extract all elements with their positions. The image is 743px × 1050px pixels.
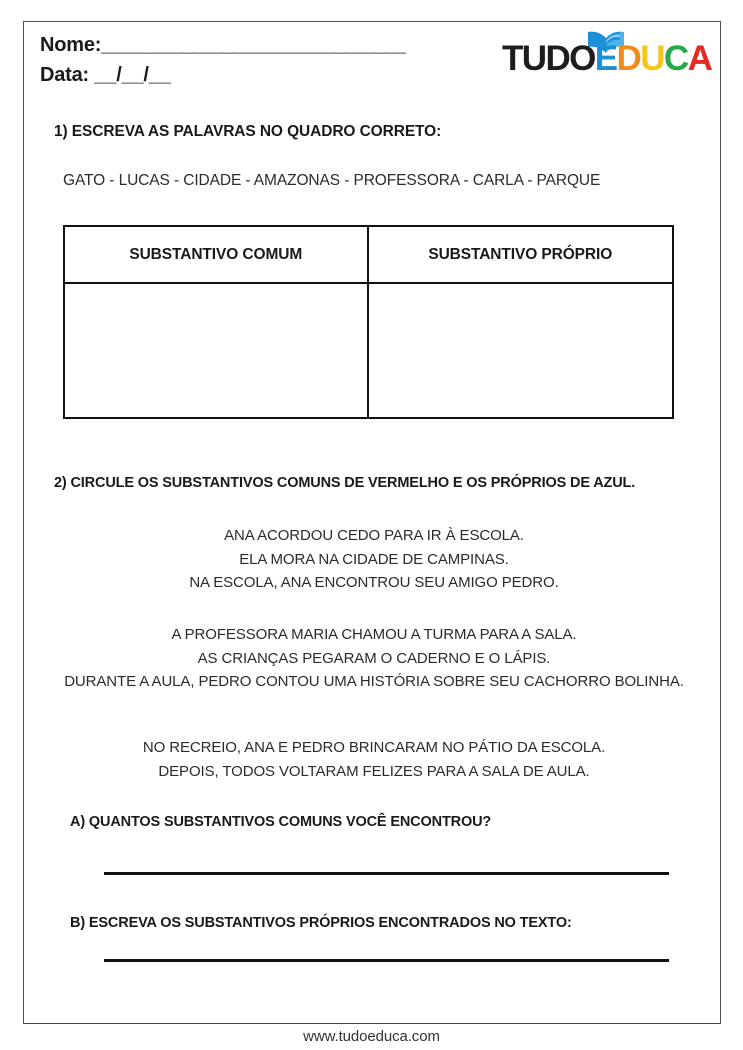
question-1-word-bank: GATO - LUCAS - CIDADE - AMAZONAS - PROFESSORA - CARLA - PARQUE bbox=[63, 172, 601, 189]
question-2b-answer-line[interactable] bbox=[104, 959, 669, 962]
question-2b-prompt: B) ESCREVA OS SUBSTANTIVOS PRÓPRIOS ENCONTRADOS NO TEXTO: bbox=[70, 915, 572, 931]
logo-wordmark bbox=[502, 40, 711, 78]
question-2-passage-2: A PROFESSORA MARIA CHAMOU A TURMA PARA A SALA. AS CRIANÇAS PEGARAM O CADERNO E O LÁPIS. DURANTE A AULA, PEDRO CONTOU UMA HISTÓRIA SOBRE SEU CACHORRO BOLINHA. bbox=[64, 626, 684, 690]
logo-text-c: C bbox=[663, 39, 688, 78]
name-label: Nome: bbox=[40, 34, 102, 56]
worksheet-page bbox=[23, 21, 721, 1024]
logo-text-u: U bbox=[640, 39, 664, 78]
logo-text-tudo: TUDO bbox=[502, 39, 595, 78]
logo-text-e: E bbox=[594, 39, 617, 78]
question-2-title: 2) CIRCULE OS SUBSTANTIVOS COMUNS DE VERMELHO E OS PRÓPRIOS DE AZUL. bbox=[54, 475, 636, 491]
table-cell-common-noun-answer[interactable] bbox=[65, 284, 369, 417]
name-blank-line: ______________________________ bbox=[101, 34, 405, 56]
footer-website: www.tudoeduca.com bbox=[303, 1028, 440, 1045]
table-cell-proper-noun-answer[interactable] bbox=[369, 284, 673, 417]
question-2a-prompt: A) QUANTOS SUBSTANTIVOS COMUNS VOCÊ ENCONTROU? bbox=[70, 814, 492, 830]
logo-text-d: D bbox=[616, 39, 641, 78]
question-2a-answer-line[interactable] bbox=[104, 872, 669, 875]
table-header-common-noun-label: SUBSTANTIVO COMUM bbox=[129, 245, 303, 263]
table-header-proper-noun-label: SUBSTANTIVO PRÓPRIO bbox=[428, 245, 613, 263]
table-row bbox=[65, 284, 672, 417]
question-2-passage-3: NO RECREIO, ANA E PEDRO BRINCARAM NO PÁTIO DA ESCOLA. DEPOIS, TODOS VOLTARAM FELIZES PARA A SALA DE AULA. bbox=[142, 739, 606, 780]
noun-classification-table bbox=[63, 225, 674, 419]
table-header-row bbox=[65, 227, 672, 284]
table-header-common-noun bbox=[65, 227, 369, 282]
student-name-field[interactable] bbox=[40, 34, 405, 57]
question-2-passage-1: ANA ACORDOU CEDO PARA IR À ESCOLA. ELA MORA NA CIDADE DE CAMPINAS. NA ESCOLA, ANA ENCONTROU SEU AMIGO PEDRO. bbox=[189, 527, 559, 591]
question-1-title: 1) ESCREVA AS PALAVRAS NO QUADRO CORRETO: bbox=[54, 123, 442, 140]
date-field[interactable]: Data: __/__/__ bbox=[40, 64, 171, 86]
table-header-proper-noun bbox=[369, 227, 673, 282]
logo-text-a: A bbox=[687, 39, 712, 78]
tudoeduca-logo bbox=[502, 36, 712, 82]
worksheet-header bbox=[24, 22, 720, 100]
